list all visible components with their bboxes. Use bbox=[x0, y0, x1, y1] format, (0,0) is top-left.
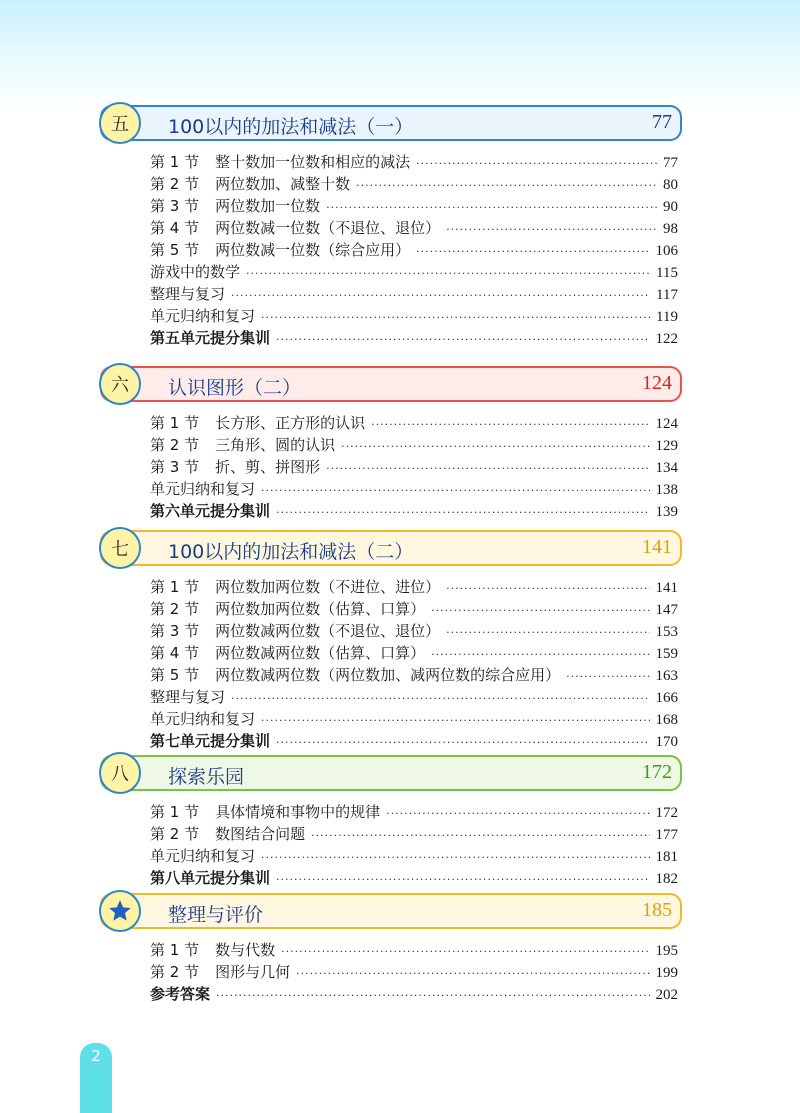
dot-leader bbox=[326, 201, 657, 214]
dot-leader bbox=[356, 179, 657, 192]
section-number: 第 4 节 bbox=[150, 219, 200, 237]
unit-title: 认识图形（二） bbox=[168, 377, 302, 399]
section-title: 三角形、圆的认识 bbox=[215, 436, 336, 454]
dot-leader bbox=[446, 223, 657, 236]
section-title: 具体情境和事物中的规律 bbox=[215, 803, 381, 821]
toc-entry[interactable] bbox=[150, 283, 678, 305]
toc-entry[interactable] bbox=[150, 961, 678, 983]
section-page-number: 195 bbox=[655, 943, 678, 959]
toc-entry[interactable] bbox=[150, 261, 678, 283]
section-number: 第 2 节 bbox=[150, 600, 200, 618]
section-number: 第 3 节 bbox=[150, 622, 200, 640]
section-number: 第 2 节 bbox=[150, 963, 200, 981]
section-page-number: 181 bbox=[655, 849, 678, 865]
toc-entry[interactable] bbox=[150, 434, 678, 456]
section-page-number: 98 bbox=[663, 221, 678, 237]
section-title: 第五单元提分集训 bbox=[150, 329, 271, 347]
section-title: 两位数减一位数（不退位、退位） bbox=[215, 219, 441, 237]
section-page-number: 134 bbox=[655, 460, 678, 476]
toc-entry[interactable] bbox=[150, 217, 678, 239]
section-number: 第 3 节 bbox=[150, 458, 200, 476]
section-title: 两位数减两位数（不退位、退位） bbox=[215, 622, 441, 640]
unit-title: 100以内的加法和减法（二） bbox=[168, 541, 414, 563]
unit-title: 整理与评价 bbox=[168, 904, 264, 926]
section-number: 第 1 节 bbox=[150, 578, 200, 596]
toc-entry[interactable] bbox=[150, 845, 678, 867]
section-title: 第六单元提分集训 bbox=[150, 502, 271, 520]
section-title: 两位数加两位数（不进位、进位） bbox=[215, 578, 441, 596]
section-title: 数图结合问题 bbox=[215, 825, 306, 843]
section-number: 第 2 节 bbox=[150, 436, 200, 454]
section-title: 两位数减两位数（两位数加、减两位数的综合应用） bbox=[215, 666, 561, 684]
section-page-number: 199 bbox=[655, 965, 678, 981]
unit-page-number: 172 bbox=[642, 761, 672, 783]
toc-entry[interactable] bbox=[150, 239, 678, 261]
dot-leader bbox=[326, 462, 649, 475]
toc-entry[interactable] bbox=[150, 576, 678, 598]
unit-number-badge: 五 bbox=[99, 102, 141, 144]
section-page-number: 202 bbox=[655, 987, 678, 1003]
section-title: 两位数加两位数（估算、口算） bbox=[215, 600, 426, 618]
section-number: 第 1 节 bbox=[150, 153, 200, 171]
unit-header[interactable] bbox=[100, 893, 682, 929]
section-title: 整理与复习 bbox=[150, 285, 226, 303]
dot-leader bbox=[216, 989, 649, 1002]
dot-leader bbox=[281, 945, 649, 958]
dot-leader bbox=[416, 245, 649, 258]
dot-leader bbox=[296, 967, 649, 980]
section-number: 第 1 节 bbox=[150, 941, 200, 959]
unit-page-number: 77 bbox=[652, 111, 672, 133]
toc-entry[interactable] bbox=[150, 983, 678, 1005]
toc-entry[interactable] bbox=[150, 664, 678, 686]
unit-number-badge: 七 bbox=[99, 527, 141, 569]
dot-leader bbox=[431, 648, 649, 661]
section-page-number: 153 bbox=[655, 624, 678, 640]
section-title: 两位数加一位数 bbox=[215, 197, 321, 215]
section-page-number: 129 bbox=[655, 438, 678, 454]
section-title: 两位数减两位数（估算、口算） bbox=[215, 644, 426, 662]
toc-entry[interactable] bbox=[150, 939, 678, 961]
page-number-tab: 2 bbox=[80, 1043, 112, 1113]
section-page-number: 117 bbox=[656, 287, 678, 303]
dot-leader bbox=[261, 311, 650, 324]
unit-page-number: 185 bbox=[642, 899, 672, 921]
section-title: 两位数加、减整十数 bbox=[215, 175, 351, 193]
toc-entry[interactable] bbox=[150, 327, 678, 349]
section-title: 单元归纳和复习 bbox=[150, 710, 256, 728]
dot-leader bbox=[276, 333, 649, 346]
toc-entry[interactable] bbox=[150, 456, 678, 478]
dot-leader bbox=[566, 670, 649, 683]
section-page-number: 138 bbox=[655, 482, 678, 498]
section-title: 两位数减一位数（综合应用） bbox=[215, 241, 411, 259]
section-number: 第 1 节 bbox=[150, 414, 200, 432]
toc-entry[interactable] bbox=[150, 823, 678, 845]
unit-header[interactable] bbox=[100, 366, 682, 402]
section-number: 第 4 节 bbox=[150, 644, 200, 662]
section-title: 折、剪、拼图形 bbox=[215, 458, 321, 476]
section-title: 单元归纳和复习 bbox=[150, 847, 256, 865]
unit-page-number: 141 bbox=[642, 536, 672, 558]
section-page-number: 115 bbox=[656, 265, 678, 281]
section-page-number: 139 bbox=[655, 504, 678, 520]
dot-leader bbox=[431, 604, 649, 617]
dot-leader bbox=[231, 692, 649, 705]
toc-entry[interactable] bbox=[150, 620, 678, 642]
section-page-number: 163 bbox=[655, 668, 678, 684]
section-title: 参考答案 bbox=[150, 985, 211, 1003]
dot-leader bbox=[231, 289, 650, 302]
toc-entry[interactable] bbox=[150, 195, 678, 217]
section-page-number: 170 bbox=[655, 734, 678, 750]
unit-page-number: 124 bbox=[642, 372, 672, 394]
dot-leader bbox=[416, 157, 657, 170]
toc-entry[interactable] bbox=[150, 500, 678, 522]
toc-entry[interactable] bbox=[150, 730, 678, 752]
section-title: 单元归纳和复习 bbox=[150, 480, 256, 498]
dot-leader bbox=[261, 714, 649, 727]
section-title: 长方形、正方形的认识 bbox=[215, 414, 366, 432]
star-icon bbox=[99, 890, 141, 932]
toc-entry[interactable] bbox=[150, 151, 678, 173]
section-title: 整理与复习 bbox=[150, 688, 226, 706]
dot-leader bbox=[246, 267, 650, 280]
section-title: 游戏中的数学 bbox=[150, 263, 241, 281]
dot-leader bbox=[371, 418, 649, 431]
section-number: 第 5 节 bbox=[150, 666, 200, 684]
section-page-number: 122 bbox=[655, 331, 678, 347]
section-number: 第 1 节 bbox=[150, 803, 200, 821]
dot-leader bbox=[311, 829, 649, 842]
section-page-number: 166 bbox=[655, 690, 678, 706]
section-page-number: 177 bbox=[655, 827, 678, 843]
unit-header[interactable] bbox=[100, 105, 682, 141]
dot-leader bbox=[446, 626, 649, 639]
section-page-number: 147 bbox=[655, 602, 678, 618]
section-page-number: 124 bbox=[655, 416, 678, 432]
section-title: 第七单元提分集训 bbox=[150, 732, 271, 750]
dot-leader bbox=[276, 506, 649, 519]
section-page-number: 119 bbox=[656, 309, 678, 325]
dot-leader bbox=[446, 582, 649, 595]
section-title: 数与代数 bbox=[215, 941, 276, 959]
section-number: 第 2 节 bbox=[150, 175, 200, 193]
unit-title: 100以内的加法和减法（一） bbox=[168, 116, 414, 138]
dot-leader bbox=[261, 484, 649, 497]
section-number: 第 3 节 bbox=[150, 197, 200, 215]
toc-entry[interactable] bbox=[150, 686, 678, 708]
toc-entry[interactable] bbox=[150, 478, 678, 500]
section-number: 第 2 节 bbox=[150, 825, 200, 843]
toc-entry[interactable] bbox=[150, 708, 678, 730]
section-page-number: 182 bbox=[655, 871, 678, 887]
section-page-number: 90 bbox=[663, 199, 678, 215]
section-page-number: 159 bbox=[655, 646, 678, 662]
unit-header[interactable] bbox=[100, 755, 682, 791]
section-title: 单元归纳和复习 bbox=[150, 307, 256, 325]
unit-number-badge: 八 bbox=[99, 752, 141, 794]
section-title: 图形与几何 bbox=[215, 963, 291, 981]
section-page-number: 77 bbox=[663, 155, 678, 171]
section-number: 第 5 节 bbox=[150, 241, 200, 259]
section-title: 整十数加一位数和相应的减法 bbox=[215, 153, 411, 171]
dot-leader bbox=[276, 736, 649, 749]
toc-entry[interactable] bbox=[150, 867, 678, 889]
dot-leader bbox=[276, 873, 649, 886]
toc-entry[interactable] bbox=[150, 412, 678, 434]
section-page-number: 172 bbox=[655, 805, 678, 821]
unit-header[interactable] bbox=[100, 530, 682, 566]
section-page-number: 141 bbox=[655, 580, 678, 596]
section-title: 第八单元提分集训 bbox=[150, 869, 271, 887]
section-page-number: 106 bbox=[655, 243, 678, 259]
toc-entry[interactable] bbox=[150, 801, 678, 823]
dot-leader bbox=[261, 851, 649, 864]
toc-entry[interactable] bbox=[150, 598, 678, 620]
section-page-number: 80 bbox=[663, 177, 678, 193]
dot-leader bbox=[386, 807, 649, 820]
toc-entry[interactable] bbox=[150, 173, 678, 195]
unit-title: 探索乐园 bbox=[168, 766, 245, 788]
dot-leader bbox=[341, 440, 649, 453]
toc-entry[interactable] bbox=[150, 305, 678, 327]
toc-entry[interactable] bbox=[150, 642, 678, 664]
section-page-number: 168 bbox=[655, 712, 678, 728]
unit-number-badge: 六 bbox=[99, 363, 141, 405]
